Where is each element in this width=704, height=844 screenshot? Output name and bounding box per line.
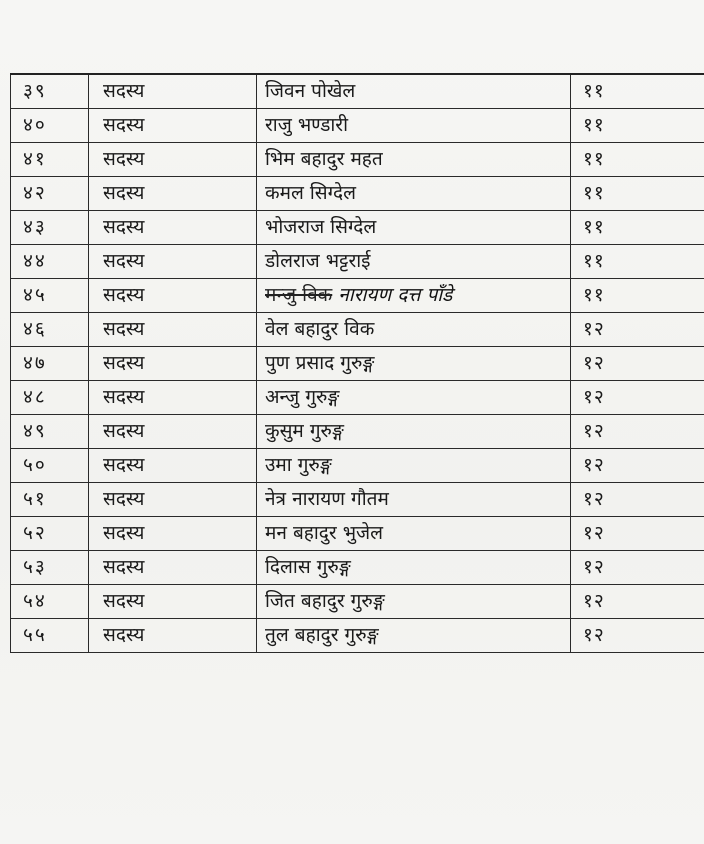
table-row — [11, 74, 704, 109]
table-row — [11, 245, 704, 279]
serial-number-cell: ३९ — [11, 74, 89, 109]
post-cell: सदस्य — [89, 517, 257, 551]
post-cell: सदस्य — [89, 109, 257, 143]
serial-number-cell: ४६ — [11, 313, 89, 347]
post-cell: सदस्य — [89, 143, 257, 177]
struck-out-name: मन्जु विक — [265, 284, 333, 306]
post-cell: सदस्य — [89, 245, 257, 279]
member-name-cell: दिलास गुरुङ्ग — [257, 551, 571, 585]
member-name-cell: जित बहादुर गुरुङ्ग — [257, 585, 571, 619]
ward-number-cell: ११ — [571, 177, 704, 211]
serial-number-cell: ४१ — [11, 143, 89, 177]
handwritten-name: नारायण दत्त पाँडे — [338, 284, 453, 306]
table-row — [11, 211, 704, 245]
serial-number-cell: ४७ — [11, 347, 89, 381]
member-name-cell: उमा गुरुङ्ग — [257, 449, 571, 483]
serial-number-cell: ५३ — [11, 551, 89, 585]
table-row — [11, 279, 704, 313]
table-row — [11, 619, 704, 653]
post-cell: सदस्य — [89, 415, 257, 449]
table-row — [11, 109, 704, 143]
member-name-cell: मन बहादुर भुजेल — [257, 517, 571, 551]
ward-number-cell: १२ — [571, 551, 704, 585]
ward-number-cell: १२ — [571, 619, 704, 653]
ward-number-cell: १२ — [571, 313, 704, 347]
post-cell: सदस्य — [89, 211, 257, 245]
member-name-cell-corrected — [257, 279, 571, 313]
post-cell: सदस्य — [89, 347, 257, 381]
serial-number-cell: ४० — [11, 109, 89, 143]
table-row — [11, 415, 704, 449]
serial-number-cell: ४४ — [11, 245, 89, 279]
post-cell: सदस्य — [89, 483, 257, 517]
member-roster-table — [10, 73, 704, 653]
ward-number-cell: ११ — [571, 279, 704, 313]
ward-number-cell: ११ — [571, 74, 704, 109]
serial-number-cell: ४९ — [11, 415, 89, 449]
table-row — [11, 177, 704, 211]
serial-number-cell: ४३ — [11, 211, 89, 245]
table-row — [11, 449, 704, 483]
post-cell: सदस्य — [89, 381, 257, 415]
table-row — [11, 585, 704, 619]
ward-number-cell: १२ — [571, 347, 704, 381]
table-row — [11, 347, 704, 381]
ward-number-cell: ११ — [571, 143, 704, 177]
serial-number-cell: ४८ — [11, 381, 89, 415]
post-cell: सदस्य — [89, 279, 257, 313]
ward-number-cell: १२ — [571, 585, 704, 619]
serial-number-cell: ५२ — [11, 517, 89, 551]
member-name-cell: भोजराज सिग्देल — [257, 211, 571, 245]
post-cell: सदस्य — [89, 585, 257, 619]
member-name-cell: जिवन पोखेल — [257, 74, 571, 109]
member-name-cell: भिम बहादुर महत — [257, 143, 571, 177]
post-cell: सदस्य — [89, 177, 257, 211]
post-cell: सदस्य — [89, 449, 257, 483]
serial-number-cell: ५५ — [11, 619, 89, 653]
ward-number-cell: १२ — [571, 517, 704, 551]
serial-number-cell: ५० — [11, 449, 89, 483]
ward-number-cell: ११ — [571, 245, 704, 279]
post-cell: सदस्य — [89, 619, 257, 653]
table-row — [11, 551, 704, 585]
serial-number-cell: ४५ — [11, 279, 89, 313]
post-cell: सदस्य — [89, 74, 257, 109]
post-cell: सदस्य — [89, 313, 257, 347]
table-row — [11, 381, 704, 415]
ward-number-cell: ११ — [571, 211, 704, 245]
member-name-cell: तुल बहादुर गुरुङ्ग — [257, 619, 571, 653]
member-name-cell: कुसुम गुरुङ्ग — [257, 415, 571, 449]
table-row — [11, 313, 704, 347]
member-name-cell: कमल सिग्देल — [257, 177, 571, 211]
ward-number-cell: १२ — [571, 449, 704, 483]
member-name-cell: पुण प्रसाद गुरुङ्ग — [257, 347, 571, 381]
member-name-cell: अन्जु गुरुङ्ग — [257, 381, 571, 415]
ward-number-cell: १२ — [571, 381, 704, 415]
member-name-cell: वेल बहादुर विक — [257, 313, 571, 347]
member-name-cell: नेत्र नारायण गौतम — [257, 483, 571, 517]
table-row — [11, 143, 704, 177]
ward-number-cell: ११ — [571, 109, 704, 143]
serial-number-cell: ५४ — [11, 585, 89, 619]
table-row — [11, 483, 704, 517]
ward-number-cell: १२ — [571, 415, 704, 449]
member-name-cell: राजु भण्डारी — [257, 109, 571, 143]
ward-number-cell: १२ — [571, 483, 704, 517]
serial-number-cell: ५१ — [11, 483, 89, 517]
member-name-cell: डोलराज भट्टराई — [257, 245, 571, 279]
post-cell: सदस्य — [89, 551, 257, 585]
handwritten-correction — [265, 279, 452, 312]
table-row — [11, 517, 704, 551]
serial-number-cell: ४२ — [11, 177, 89, 211]
